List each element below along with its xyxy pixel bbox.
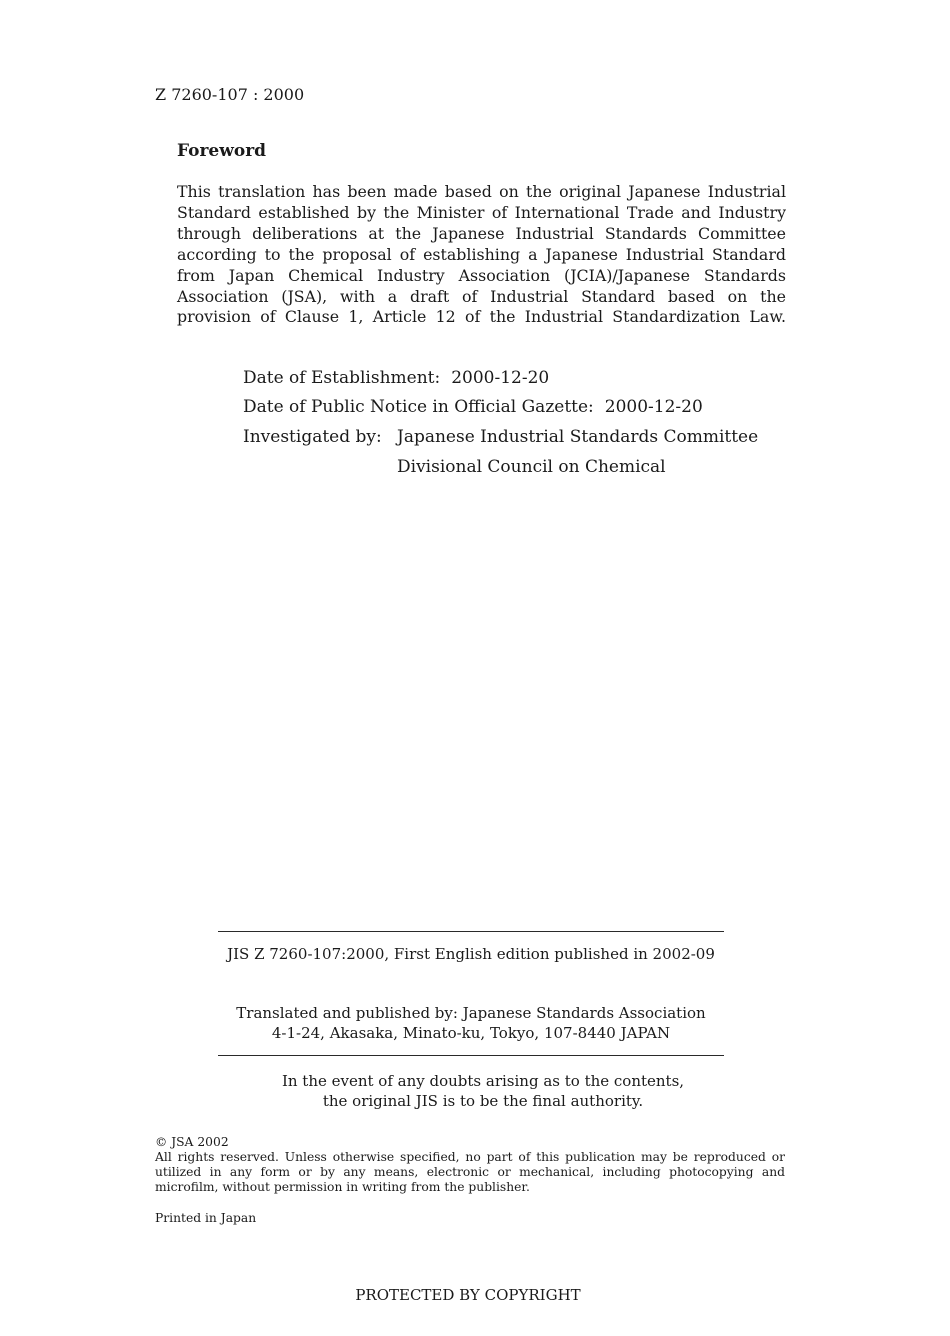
foreword-line: Standard established by the Minister of International Trade and Industry	[177, 202, 786, 222]
foreword-line: from Japan Chemical Industry Association (JCIA)/Japanese Standards	[177, 265, 786, 285]
edition-line: JIS Z 7260-107:2000, First English edition published in 2002-09	[227, 945, 715, 963]
copyright-holder: © JSA 2002	[155, 1135, 229, 1149]
standard-number: Z 7260-107 : 2000	[155, 85, 305, 104]
public-notice-date-value: 2000-12-20	[604, 397, 703, 417]
establishment-date-label: Date of Establishment:	[243, 368, 441, 388]
publisher-line: Translated and published by: Japanese Standards Association	[236, 1004, 706, 1022]
printed-in: Printed in Japan	[155, 1211, 257, 1225]
publisher-address: 4-1-24, Akasaka, Minato-ku, Tokyo, 107-8440 JAPAN	[271, 1024, 671, 1042]
public-notice-date-label: Date of Public Notice in Official Gazette:	[243, 397, 594, 417]
foreword-line: through deliberations at the Japanese Industrial Standards Committee	[177, 223, 786, 243]
establishment-date-row	[243, 368, 549, 388]
foreword-paragraph	[177, 182, 786, 328]
foreword-line: This translation has been made based on the original Japanese Industrial	[177, 182, 786, 201]
foreword-heading: Foreword	[177, 141, 267, 161]
authority-note-line: the original JIS is to be the final authority.	[322, 1092, 644, 1110]
copyright-stamp: PROTECTED BY COPYRIGHT	[355, 1286, 581, 1304]
authority-note-line: In the event of any doubts arising as to the contents,	[281, 1072, 685, 1090]
investigating-committee: Japanese Industrial Standards Committee	[397, 427, 759, 447]
foreword-line: Association (JSA), with a draft of Industrial Standard based on the	[177, 286, 786, 306]
investigated-by-label: Investigated by:	[243, 427, 382, 447]
divider-top	[218, 931, 724, 932]
foreword-line: provision of Clause 1, Article 12 of the Industrial Standardization Law.	[177, 307, 786, 327]
copyright-notice-line: All rights reserved. Unless otherwise specified, no part of this publication may be reproduced or	[155, 1150, 785, 1164]
public-notice-date-row	[243, 397, 703, 417]
copyright-notice-line: microfilm, without permission in writing from the publisher.	[155, 1180, 530, 1194]
foreword-line: according to the proposal of establishing a Japanese Industrial Standard	[177, 244, 786, 264]
divider-bottom	[218, 1055, 724, 1056]
investigating-council: Divisional Council on Chemical	[397, 457, 666, 477]
establishment-date-value: 2000-12-20	[451, 368, 550, 388]
copyright-notice-line: utilized in any form or by any means, electronic or mechanical, including photocopying and	[155, 1165, 785, 1179]
